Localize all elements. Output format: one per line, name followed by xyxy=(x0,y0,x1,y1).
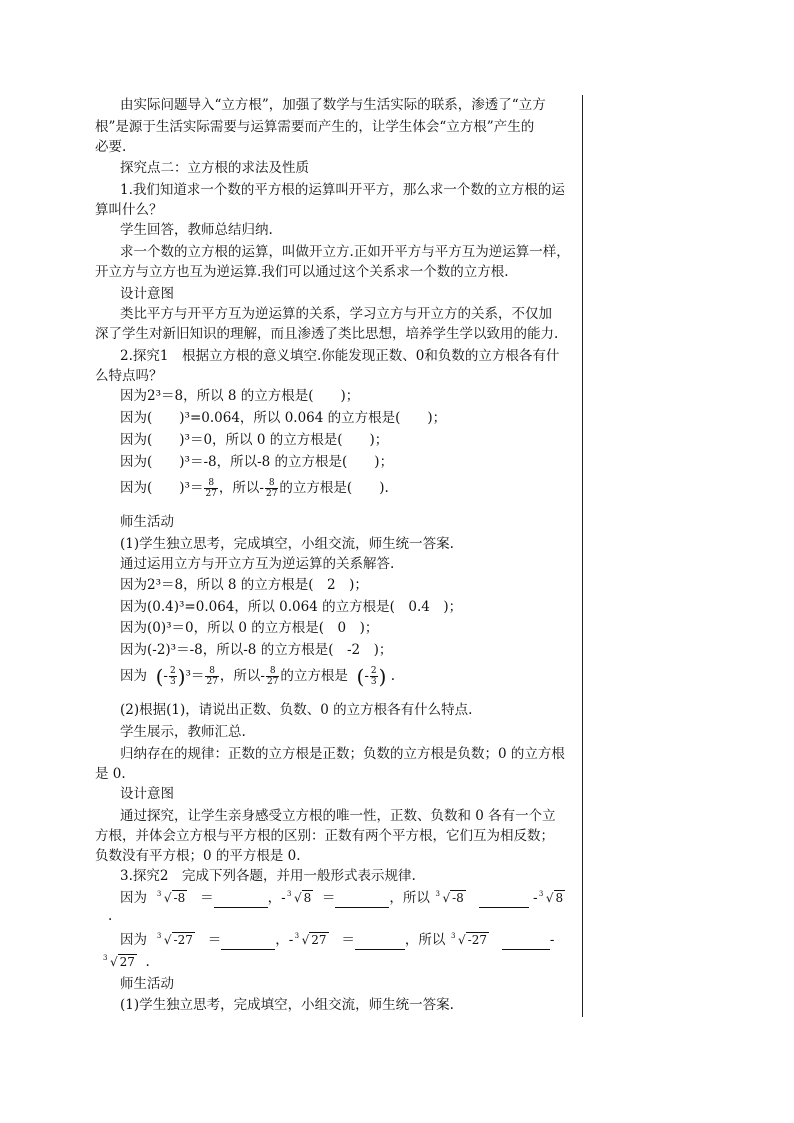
root-index: 3 xyxy=(294,932,300,940)
radicand: -27 xyxy=(467,933,487,947)
answer-line: 因为(0.4)³=0.064，所以 0.064 的立方根是( 0.4 )； xyxy=(120,599,463,615)
root-index: 3 xyxy=(156,932,162,940)
text-line: 由实际问题导入“立方根”，加强了数学与生活实际的联系，渗透了“立方 xyxy=(120,97,546,113)
text-line: 求一个数的立方根的运算，叫做开立方.正如开平方与平方互为逆运算一样， xyxy=(120,244,570,260)
text-line: 负数没有平方根；0 的平方根是 0. xyxy=(95,848,301,864)
root-index: 3 xyxy=(286,890,292,898)
radicand: 27 xyxy=(311,933,327,947)
text-line: 通过探究，让学生亲身感受立方根的唯一性，正数、负数和 0 各有一个立 xyxy=(120,808,556,824)
text-line: 根”是源于生活实际需要与运算需要而产生的，让学生体会“立方根”产生的 xyxy=(95,119,535,135)
answer-line: 因为(-2)³＝-8，所以-8 的立方根是( -2 )； xyxy=(120,642,393,658)
text-line: 方根，并体会立方根与平方根的区别：正数有两个平方根，它们互为相反数； xyxy=(95,828,554,844)
text-line: 学生回答，教师总结归纳. xyxy=(120,222,273,238)
design-heading: 设计意图 xyxy=(120,286,174,302)
radicand: -8 xyxy=(452,891,464,905)
equals: ＝ xyxy=(200,890,214,906)
root-index: 3 xyxy=(156,890,162,898)
answer-line: 因为(0)³＝0，所以 0 的立方根是( 0 )； xyxy=(120,620,379,636)
radicand: 27 xyxy=(119,955,135,969)
text-line: 类比平方与开平方互为逆运算的关系，学习立方与开立方的关系，不仅加 xyxy=(120,306,552,322)
equals: ＝ xyxy=(341,932,355,948)
answer-text: . xyxy=(390,668,396,684)
text-line: 通过运用立方与开立方互为逆运算的关系解答. xyxy=(120,556,395,572)
answer-blank[interactable] xyxy=(502,935,550,950)
row-text: ，- xyxy=(267,890,286,906)
row-text: - xyxy=(549,932,555,948)
fraction-denominator: 3 xyxy=(169,677,176,687)
fraction xyxy=(266,666,279,687)
root-index: 3 xyxy=(103,954,108,962)
radicand: 8 xyxy=(303,891,312,905)
fill-text: ，所以- xyxy=(218,480,264,496)
text-line: 么特点吗？ xyxy=(95,368,163,384)
text-line: 必要. xyxy=(95,139,127,155)
text-line: (1)学生独立思考，完成填空，小组交流，师生统一答案. xyxy=(120,536,454,552)
root-index: 3 xyxy=(451,932,456,940)
row-text: . xyxy=(108,908,113,924)
radicand: 8 xyxy=(555,891,564,905)
fraction xyxy=(169,666,177,687)
text-line: 2.探究1 根据立方根的意义填空.你能发现正数、0和负数的立方根各有什 xyxy=(120,348,560,364)
radical-row xyxy=(120,930,605,950)
root-index: 3 xyxy=(435,890,440,898)
radical-row-continued xyxy=(103,952,166,972)
fill-text: 因为( )³＝ xyxy=(120,480,204,496)
text-line: 开立方与立方也互为逆运算.我们可以通过这个关系求一个数的立方根. xyxy=(95,264,509,280)
answer-text: ³＝ xyxy=(185,668,205,684)
fill-line: 因为( )³=0.064，所以 0.064 的立方根是( )； xyxy=(120,410,447,426)
text-line: (1)学生独立思考，完成填空，小组交流，师生统一答案. xyxy=(120,997,454,1013)
design-heading: 设计意图 xyxy=(120,786,174,802)
text-line: 是 0. xyxy=(95,766,126,782)
fraction xyxy=(265,478,278,499)
answer-blank[interactable] xyxy=(479,893,529,908)
equals: ＝ xyxy=(207,932,222,948)
answer-blank[interactable] xyxy=(355,935,405,950)
minus-sign: - xyxy=(364,668,369,684)
fraction xyxy=(204,478,217,499)
row-text: - xyxy=(532,890,538,906)
answer-blank[interactable] xyxy=(214,893,268,908)
text-line: 1.我们知道求一个数的平方根的运算叫开平方，那么求一个数的立方根的运 xyxy=(120,182,565,198)
radical-row xyxy=(120,888,605,908)
fill-line-fraction xyxy=(120,478,605,499)
fraction-numerator: 2 xyxy=(370,666,377,676)
answer-text: ，所以- xyxy=(219,668,265,684)
fraction xyxy=(205,666,218,687)
fill-line: 因为2³＝8，所以 8 的立方根是( )； xyxy=(120,388,360,404)
cube-root: 3 √ -8 xyxy=(438,888,465,908)
cube-root: 3 √ 8 xyxy=(290,888,313,908)
text-line: 归纳存在的规律：正数的立方根是正数；负数的立方根是负数；0 的立方根 xyxy=(120,746,565,762)
text-line: 算叫什么？ xyxy=(95,202,163,218)
cube-root: 3 √ -27 xyxy=(160,930,195,950)
activity-heading: 师生活动 xyxy=(120,514,174,530)
row-text: 因为 xyxy=(120,932,147,948)
activity-heading: 师生活动 xyxy=(120,976,174,992)
fraction-numerator: 8 xyxy=(204,478,217,489)
cube-root: 3 √ -27 xyxy=(454,930,489,950)
answer-blank[interactable] xyxy=(221,935,275,950)
text-line: 深了学生对新旧知识的理解，而且渗透了类比思想，培养学生学以致用的能力. xyxy=(95,326,559,342)
row-text: ，- xyxy=(275,932,294,948)
cube-root: 3 √ 27 xyxy=(298,930,329,950)
text-line: 3.探究2 完成下列各题，并用一般形式表示规律. xyxy=(120,868,416,884)
answer-line-fraction: 因为 (- $\frac{2}{3}$ )³＝ $\frac{8}{27}$ ，所以- $\frac{8}{27}$ 的立方根是 (- $\frac{2}{3}$ ) . xyxy=(120,664,396,689)
row-text: . xyxy=(145,954,150,970)
radicand: -8 xyxy=(173,891,186,905)
fraction-numerator: 8 xyxy=(205,666,218,677)
text-line: 学生展示，教师汇总. xyxy=(120,724,246,740)
cube-root: 3 √ 27 xyxy=(106,952,137,972)
fraction-denominator: 27 xyxy=(205,489,217,499)
fraction-denominator: 3 xyxy=(370,677,377,687)
answer-text: 因为 xyxy=(120,668,147,684)
fraction xyxy=(370,666,378,687)
fill-line: 因为( )³＝-8，所以-8 的立方根是( )； xyxy=(120,454,394,470)
row-text: 因为 xyxy=(120,890,147,906)
answer-line: 因为2³＝8，所以 8 的立方根是( 2 )； xyxy=(120,577,368,593)
cube-root: 3 √ 8 xyxy=(542,888,565,908)
text-line: (2)根据(1)，请说出正数、负数、0 的立方根各有什么特点. xyxy=(120,702,473,718)
row-text: ，所以 xyxy=(389,890,430,906)
root-index: 3 xyxy=(538,890,544,898)
cube-root: 3 √ -8 xyxy=(160,888,187,908)
row-text: ，所以 xyxy=(404,932,446,948)
fraction-numerator: 8 xyxy=(266,666,279,677)
answer-blank[interactable] xyxy=(335,893,389,908)
fraction-numerator: 8 xyxy=(265,478,278,489)
fill-text: 的立方根是( ). xyxy=(279,480,389,496)
fraction-denominator: 27 xyxy=(266,677,279,687)
fill-line: 因为( )³＝0，所以 0 的立方根是( )； xyxy=(120,432,389,448)
minus-sign: - xyxy=(163,668,168,684)
equals: ＝ xyxy=(321,890,336,906)
answer-text: 的立方根是 xyxy=(280,668,348,684)
fraction-denominator: 27 xyxy=(206,677,218,687)
section-heading: 探究点二：立方根的求法及性质 xyxy=(120,160,309,176)
fraction-numerator: 2 xyxy=(169,666,176,676)
radicand: -27 xyxy=(173,933,193,947)
fraction-denominator: 27 xyxy=(265,489,278,499)
